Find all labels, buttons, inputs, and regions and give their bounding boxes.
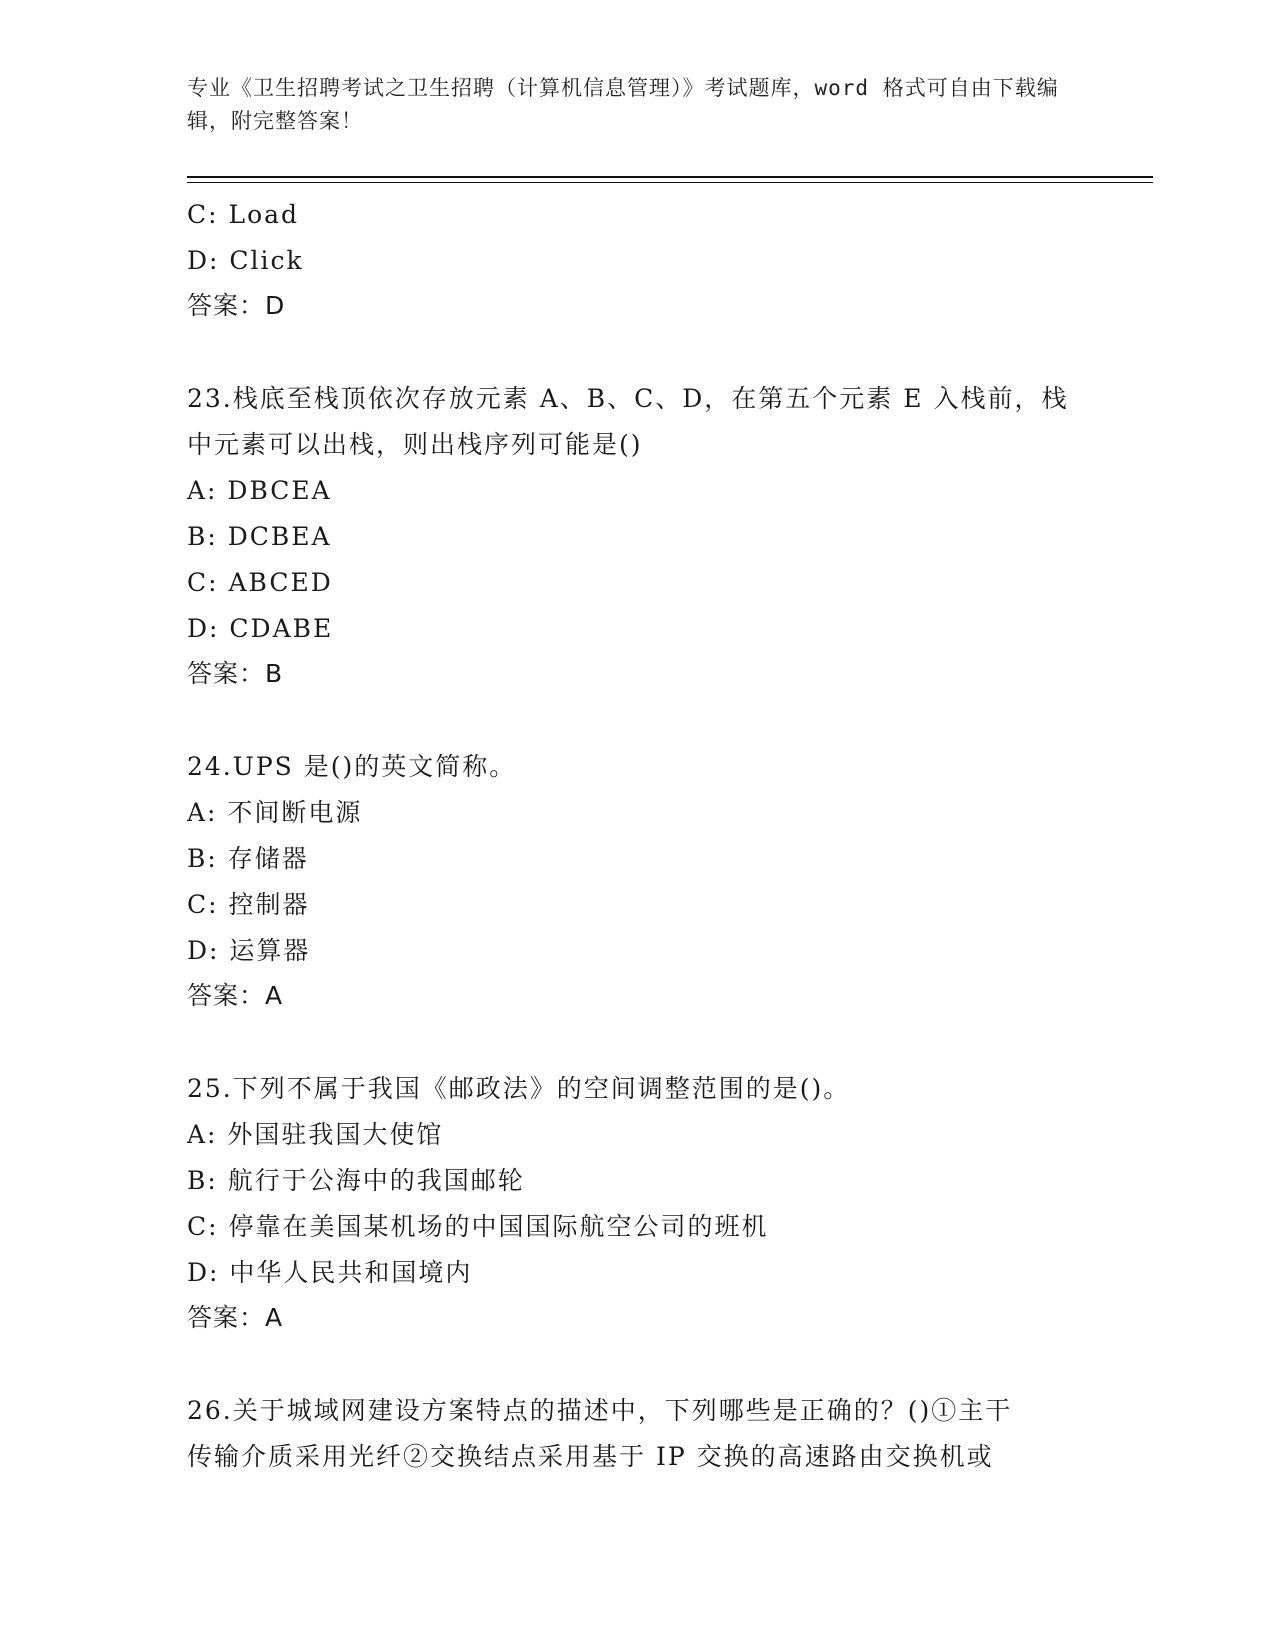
question-list bbox=[187, 192, 1087, 1480]
option-c: C: 控制器 bbox=[187, 890, 310, 919]
question-text: 24.UPS 是()的英文简称。 bbox=[187, 752, 517, 781]
option-a: A: 外国驻我国大使馆 bbox=[187, 1120, 444, 1149]
header-divider-thin bbox=[187, 182, 1153, 183]
option-d: D: 中华人民共和国境内 bbox=[187, 1258, 473, 1287]
answer: 答案：B bbox=[187, 659, 284, 688]
option-b: B: DCBEA bbox=[187, 522, 332, 551]
question-22-tail bbox=[187, 192, 1087, 328]
document-header: 专业《卫生招聘考试之卫生招聘（计算机信息管理）》考试题库，word 格式可自由下载编辑，附完整答案！ bbox=[187, 76, 1059, 133]
question-text: 25.下列不属于我国《邮政法》的空间调整范围的是()。 bbox=[187, 1074, 851, 1103]
option-c: C: ABCED bbox=[187, 568, 333, 597]
question-text: 中元素可以出栈，则出栈序列可能是() bbox=[187, 430, 643, 459]
question-26 bbox=[187, 1388, 1087, 1480]
option-a: A: DBCEA bbox=[187, 476, 332, 505]
answer: 答案：A bbox=[187, 981, 284, 1010]
question-text: 传输介质采用光纤②交换结点采用基于 IP 交换的高速路由交换机或 bbox=[187, 1442, 994, 1471]
option-b: B: 航行于公海中的我国邮轮 bbox=[187, 1166, 525, 1195]
option-a: A: 不间断电源 bbox=[187, 798, 363, 827]
option-d: D: CDABE bbox=[187, 614, 334, 643]
question-25 bbox=[187, 1066, 1087, 1340]
question-text: 23.栈底至栈顶依次存放元素 A、B、C、D，在第五个元素 E 入栈前，栈 bbox=[187, 384, 1069, 413]
answer: 答案：D bbox=[187, 291, 286, 320]
option-d: D: 运算器 bbox=[187, 936, 311, 965]
header-divider bbox=[187, 176, 1153, 178]
option-d: D: Click bbox=[187, 246, 304, 275]
question-23 bbox=[187, 376, 1087, 696]
option-b: B: 存储器 bbox=[187, 844, 309, 873]
question-text: 26.关于城域网建设方案特点的描述中，下列哪些是正确的？()①主干 bbox=[187, 1396, 1013, 1425]
option-c: C: Load bbox=[187, 200, 300, 229]
option-c: C: 停靠在美国某机场的中国国际航空公司的班机 bbox=[187, 1212, 769, 1241]
question-24 bbox=[187, 744, 1087, 1018]
answer: 答案：A bbox=[187, 1303, 284, 1332]
